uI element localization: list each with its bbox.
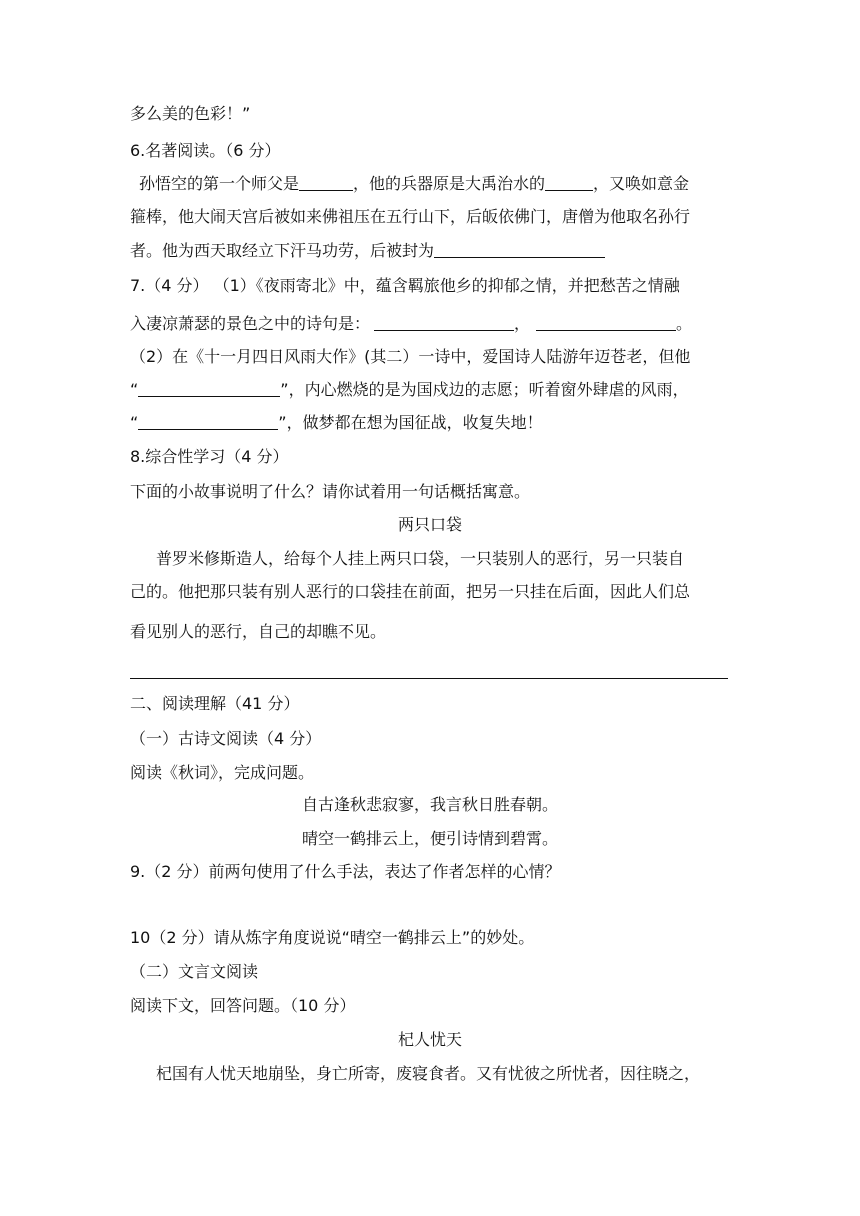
story-title: 两只口袋 [397, 515, 462, 534]
question-6-line-2: 箍棒，他大闹天宫后被如来佛祖压在五行山下，后皈依佛门，唐僧为他取名孙行 [130, 207, 691, 226]
text-line: 杞国有人忧天地崩坠，身亡所寄，废寝食者。又有忧彼之所忧者，因往晓之， [156, 1064, 701, 1083]
subsection-2-heading: （二）文言文阅读 [130, 962, 259, 981]
question-7-line-4 [130, 379, 728, 401]
question-6-line-1 [139, 173, 728, 195]
poem-line: 自古逢秋悲寂寥，我言秋日胜春朝。 [301, 795, 558, 814]
text-segment: “ [130, 413, 139, 432]
answer-blank[interactable] [434, 241, 605, 258]
answer-blank[interactable] [536, 314, 676, 331]
question-6-title: 6.名著阅读。（6 分） [130, 141, 281, 160]
poem-line: 晴空一鹤排云上，便引诗情到碧霄。 [301, 829, 558, 848]
question-6-line-3 [130, 240, 728, 262]
text-segment: ”，做梦都在想为国征战，收复失地！ [278, 413, 543, 432]
reading-prompt: 阅读下文，回答问题。（10 分） [130, 996, 356, 1015]
answer-blank[interactable] [138, 380, 280, 397]
story-line: 己的。他把那只装有别人恶行的口袋挂在前面，把另一只挂在后面，因此人们总 [130, 582, 691, 601]
answer-blank[interactable] [545, 174, 593, 191]
answer-blank[interactable] [138, 413, 278, 430]
answer-blank[interactable] [374, 314, 514, 331]
section-2-heading: 二、阅读理解（41 分） [130, 694, 300, 713]
text-segment: ， [514, 314, 531, 333]
question-7-line-3: （2）在《十一月四日风雨大作》(其二）一诗中，爱国诗人陆游年迈苍老，但他 [130, 347, 691, 366]
text-segment: ”，内心燃烧的是为国戍边的志愿；听着窗外肆虐的风雨， [280, 380, 689, 399]
answer-line[interactable] [130, 678, 728, 679]
text-segment: 。 [676, 314, 693, 333]
story-line: 看见别人的恶行，自己的却瞧不见。 [130, 622, 387, 641]
question-9: 9.（2 分）前两句使用了什么手法，表达了作者怎样的心情？ [130, 862, 561, 881]
text-segment: “ [130, 380, 139, 399]
question-10: 10（2 分）请从炼字角度说说“晴空一鹤排云上”的妙处。 [130, 928, 535, 947]
question-7-line-1: 7.（4 分） （1）《夜雨寄北》中，蕴含羁旅他乡的抑郁之情，并把愁苦之情融 [130, 276, 680, 295]
text-segment: ，他的兵器原是大禹治水的 [353, 174, 546, 193]
text-segment: 者。他为西天取经立下汗马功劳，后被封为 [130, 241, 435, 260]
text-title: 杞人忧天 [397, 1030, 462, 1049]
question-8-prompt: 下面的小故事说明了什么？请你试着用一句话概括寓意。 [130, 482, 531, 501]
text-segment: 孙悟空的第一个师父是 [139, 174, 300, 193]
text-line: 多么美的色彩！” [130, 104, 251, 123]
text-segment: ，又唤如意金 [593, 174, 690, 193]
question-7-line-5 [130, 412, 728, 434]
story-line: 普罗米修斯造人，给每个人挂上两只口袋，一只装别人的恶行，另一只装自 [156, 549, 685, 568]
question-8-title: 8.综合性学习（4 分） [130, 447, 289, 466]
text-segment: 入凄凉萧瑟的景色之中的诗句是： [130, 314, 371, 333]
answer-blank[interactable] [299, 174, 353, 191]
question-7-line-2 [130, 313, 728, 335]
subsection-1-heading: （一）古诗文阅读（4 分） [130, 729, 322, 748]
poem-intro: 阅读《秋词》，完成问题。 [130, 763, 315, 782]
